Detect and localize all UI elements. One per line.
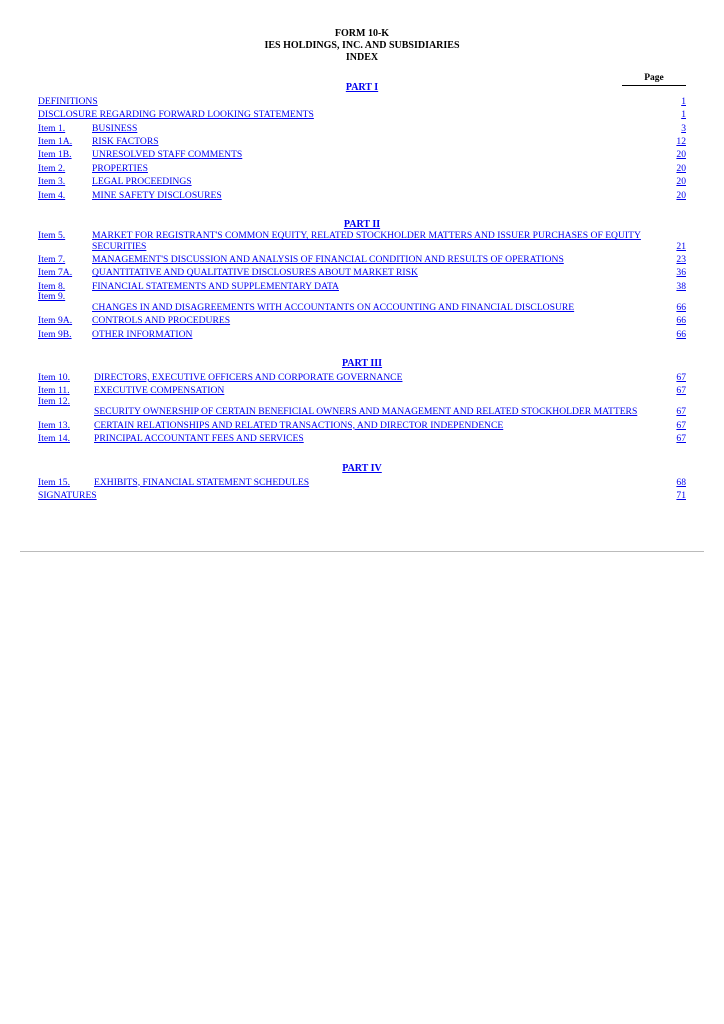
item-number-link[interactable]: Item 13. (38, 419, 70, 431)
item-number-link[interactable]: Item 1. (38, 122, 66, 134)
toc-row (38, 188, 686, 201)
item-number-link[interactable]: Item 3. (38, 176, 66, 188)
part-4-table (38, 475, 686, 502)
toc-row (38, 431, 686, 444)
item-number-link[interactable]: Item 15. (38, 476, 70, 488)
item-title-link[interactable]: CONTROLS AND PROCEDURES (92, 315, 231, 327)
toc-row (38, 488, 686, 501)
item-title-link[interactable]: SECURITY OWNERSHIP OF CERTAIN BENEFICIAL OWNERS AND MANAGEMENT AND RELATED STOCKHOLDER MATTERS (94, 406, 638, 418)
item-number-link[interactable]: Item 4. (38, 189, 66, 201)
part-4-title[interactable]: PART IV (342, 462, 382, 474)
item-title-link[interactable]: BUSINESS (92, 122, 138, 134)
part-1-title[interactable]: PART I (345, 82, 379, 93)
page-column-header (38, 67, 686, 81)
page-link[interactable]: 67 (676, 371, 686, 383)
toc-row (38, 292, 686, 313)
item-title-link[interactable]: UNRESOLVED STAFF COMMENTS (92, 149, 243, 161)
company-name: IES HOLDINGS, INC. AND SUBSIDIARIES (264, 40, 460, 51)
toc-row (38, 475, 686, 488)
item-number-link[interactable]: Item 11. (38, 385, 70, 397)
page-link[interactable]: 67 (676, 433, 686, 445)
item-title-link[interactable]: CERTAIN RELATIONSHIPS AND RELATED TRANSACTIONS, AND DIRECTOR INDEPENDENCE (94, 419, 504, 431)
item-title-link[interactable]: PRINCIPAL ACCOUNTANT FEES AND SERVICES (94, 433, 304, 445)
toc-row (38, 252, 686, 265)
toc-row (38, 134, 686, 147)
item-number-link[interactable]: Item 9A. (38, 315, 73, 327)
item-number-link[interactable]: Item 7. (38, 254, 66, 266)
part-3-table (38, 370, 686, 445)
toc-row (38, 279, 686, 292)
page-link[interactable]: 66 (676, 301, 686, 313)
toc-row (38, 266, 686, 279)
item-number-link[interactable]: Item 10. (38, 371, 70, 383)
page-separator (20, 551, 704, 552)
toc-row (38, 107, 686, 120)
item-number-link[interactable]: Item 1A. (38, 136, 73, 148)
toc-row (38, 313, 686, 326)
item-title-link[interactable]: DIRECTORS, EXECUTIVE OFFICERS AND CORPORATE GOVERNANCE (94, 371, 403, 383)
item-title-link[interactable]: RISK FACTORS (92, 136, 159, 148)
toc-row (38, 121, 686, 134)
item-title-link[interactable]: EXECUTIVE COMPENSATION (94, 385, 225, 397)
page-link[interactable]: 67 (676, 419, 686, 431)
item-title-link[interactable]: EXHIBITS, FINANCIAL STATEMENT SCHEDULES (94, 476, 310, 488)
toc-row (38, 148, 686, 161)
page-link[interactable]: 67 (676, 385, 686, 397)
definitions-link[interactable]: DEFINITIONS (38, 95, 98, 107)
item-number-link[interactable]: Item 5. (38, 230, 66, 242)
index-title: INDEX (345, 52, 379, 63)
item-number-link[interactable]: Item 7A. (38, 267, 73, 279)
page-link[interactable]: 20 (676, 176, 686, 188)
page-link[interactable]: 12 (676, 136, 686, 148)
part-3-title[interactable]: PART III (341, 358, 383, 370)
form-title: FORM 10-K (334, 28, 390, 39)
item-title-link[interactable]: LEGAL PROCEEDINGS (92, 176, 192, 188)
item-title-link[interactable]: OTHER INFORMATION (92, 328, 193, 340)
page-link[interactable]: 21 (676, 240, 686, 252)
page-link[interactable]: 68 (676, 476, 686, 488)
part-1-table (38, 94, 686, 201)
toc-row (38, 161, 686, 174)
toc-link[interactable] (38, 94, 666, 107)
item-number-link[interactable]: Item 14. (38, 433, 70, 445)
page-link[interactable]: 20 (676, 189, 686, 201)
part-2-title[interactable]: PART II (343, 219, 381, 231)
toc-row (38, 418, 686, 431)
toc-row (38, 397, 686, 418)
item-number-link[interactable]: Item 1B. (38, 149, 72, 161)
item-number-link[interactable]: Item 8. (38, 280, 66, 292)
forward-looking-link[interactable]: DISCLOSURE REGARDING FORWARD LOOKING STATEMENTS (38, 109, 314, 121)
item-title-link[interactable]: MANAGEMENT'S DISCUSSION AND ANALYSIS OF FINANCIAL CONDITION AND RESULTS OF OPERATIONS (92, 254, 564, 266)
item-title-link[interactable]: CHANGES IN AND DISAGREEMENTS WITH ACCOUNTANTS ON ACCOUNTING AND FINANCIAL DISCLOSURE (92, 301, 575, 313)
index-document (38, 28, 686, 501)
item-title-link[interactable]: PROPERTIES (92, 162, 148, 174)
toc-row (38, 94, 686, 107)
item-number-link[interactable]: Item 9. (38, 291, 66, 303)
signatures-link[interactable]: SIGNATURES (38, 489, 97, 501)
page-link[interactable]: 71 (676, 489, 686, 501)
page-link[interactable]: 20 (676, 149, 686, 161)
toc-row (38, 231, 686, 252)
page-link[interactable]: 36 (676, 267, 686, 279)
page-link[interactable]: 67 (676, 406, 686, 418)
item-number-link[interactable]: Item 2. (38, 162, 66, 174)
page-link[interactable]: 23 (676, 254, 686, 266)
toc-row (38, 383, 686, 396)
toc-row (38, 327, 686, 340)
page-label: Page (622, 73, 686, 86)
part-2-table (38, 231, 686, 340)
toc-row (38, 174, 686, 187)
page-link[interactable]: 66 (676, 315, 686, 327)
item-number-link[interactable]: Item 12. (38, 395, 70, 407)
page-link[interactable]: 1 (681, 95, 686, 107)
page-link[interactable]: 20 (676, 162, 686, 174)
toc-row (38, 370, 686, 383)
page-link[interactable]: 38 (676, 280, 686, 292)
page-link[interactable]: 66 (676, 328, 686, 340)
item-title-link[interactable]: QUANTITATIVE AND QUALITATIVE DISCLOSURES ABOUT MARKET RISK (92, 267, 418, 279)
item-title-link[interactable]: MINE SAFETY DISCLOSURES (92, 189, 222, 201)
item-number-link[interactable]: Item 9B. (38, 328, 72, 340)
page-link[interactable]: 3 (681, 122, 686, 134)
item-title-link[interactable]: FINANCIAL STATEMENTS AND SUPPLEMENTARY DATA (92, 280, 339, 292)
item-title-link[interactable]: MARKET FOR REGISTRANT'S COMMON EQUITY, RELATED STOCKHOLDER MATTERS AND ISSUER PURCHASES OF EQUITY SECURITIES (92, 230, 641, 252)
page-link[interactable]: 1 (681, 109, 686, 121)
